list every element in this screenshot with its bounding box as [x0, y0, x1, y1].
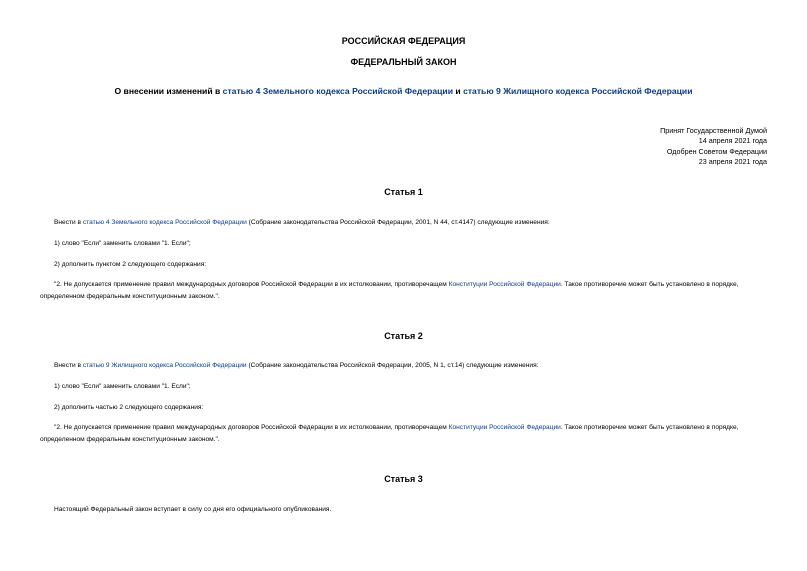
document-title [0, 86, 807, 96]
title-link-land-code[interactable]: статью 4 Земельного кодекса Российской Федерации [222, 86, 453, 96]
title-prefix: О внесении изменений в [114, 86, 223, 96]
title-link-housing-code[interactable]: статью 9 Жилищного кодекса Российской Федерации [463, 86, 693, 96]
adoption-duma-date: 14 апреля 2021 года [698, 136, 767, 146]
article-2-heading: Статья 2 [384, 331, 423, 341]
article-1-quote-suffix: . Такое противоречие может быть установлено в порядке, определенном федеральным конституционным законом.". [40, 281, 739, 300]
article-3-heading: Статья 3 [384, 474, 423, 484]
adoption-council: Одобрен Советом Федерации [666, 146, 767, 156]
adoption-duma: Принят Государственной Думой [660, 126, 767, 135]
article-1-quote-prefix: "2. Не допускается применение правил международных договоров Российской Федерации в их истолковании, противоречащем [54, 281, 449, 288]
article-1-intro [54, 217, 550, 229]
header-doc-type: ФЕДЕРАЛЬНЫЙ ЗАКОН [350, 57, 457, 67]
article-2-quote-suffix: . Такое противоречие может быть установлено в порядке, определенном федеральным конституционным законом.". [40, 424, 739, 443]
article-2-intro-prefix: Внести в [54, 362, 83, 369]
title-middle: и [453, 86, 464, 96]
article-2-quote-prefix: "2. Не допускается применение правил международных договоров Российской Федерации в их истолковании, противоречащем [54, 424, 449, 431]
article-2-intro-suffix: (Собрание законодательства Российской Федерации, 2005, N 1, ст.14) следующие изменения: [246, 362, 539, 369]
article-2-item-1: 1) слово "Если" заменить словами "1. Если"; [54, 383, 191, 390]
article-1-item-1: 1) слово "Если" заменить словами "1. Если"; [54, 240, 191, 247]
article-1-heading: Статья 1 [384, 187, 423, 197]
article-2-item-2: 2) дополнить частью 2 следующего содержания: [54, 404, 204, 411]
article-2-housing-code-link[interactable]: статью 9 Жилищного кодекса Российской Федерации [82, 362, 247, 369]
article-1-land-code-link[interactable]: статью 4 Земельного кодекса Российской Федерации [82, 219, 247, 226]
article-1-intro-suffix: (Собрание законодательства Российской Федерации, 2001, N 44, ст.4147) следующие изменения: [246, 219, 550, 226]
article-2-constitution-link[interactable]: Конституции Российской Федерации [448, 424, 561, 431]
article-1-intro-prefix: Внести в [54, 219, 83, 226]
article-2-quote [40, 422, 770, 445]
adoption-block [660, 126, 767, 167]
header-country: РОССИЙСКАЯ ФЕДЕРАЦИЯ [341, 36, 466, 46]
article-1-constitution-link[interactable]: Конституции Российской Федерации [448, 281, 561, 288]
article-1-item-2: 2) дополнить пунктом 2 следующего содержания: [54, 261, 207, 268]
adoption-council-date: 23 апреля 2021 года [698, 156, 767, 166]
article-1-quote [40, 279, 770, 302]
article-2-intro [54, 360, 539, 372]
article-3-text: Настоящий Федеральный закон вступает в силу со дня его официального опубликования. [54, 506, 332, 513]
